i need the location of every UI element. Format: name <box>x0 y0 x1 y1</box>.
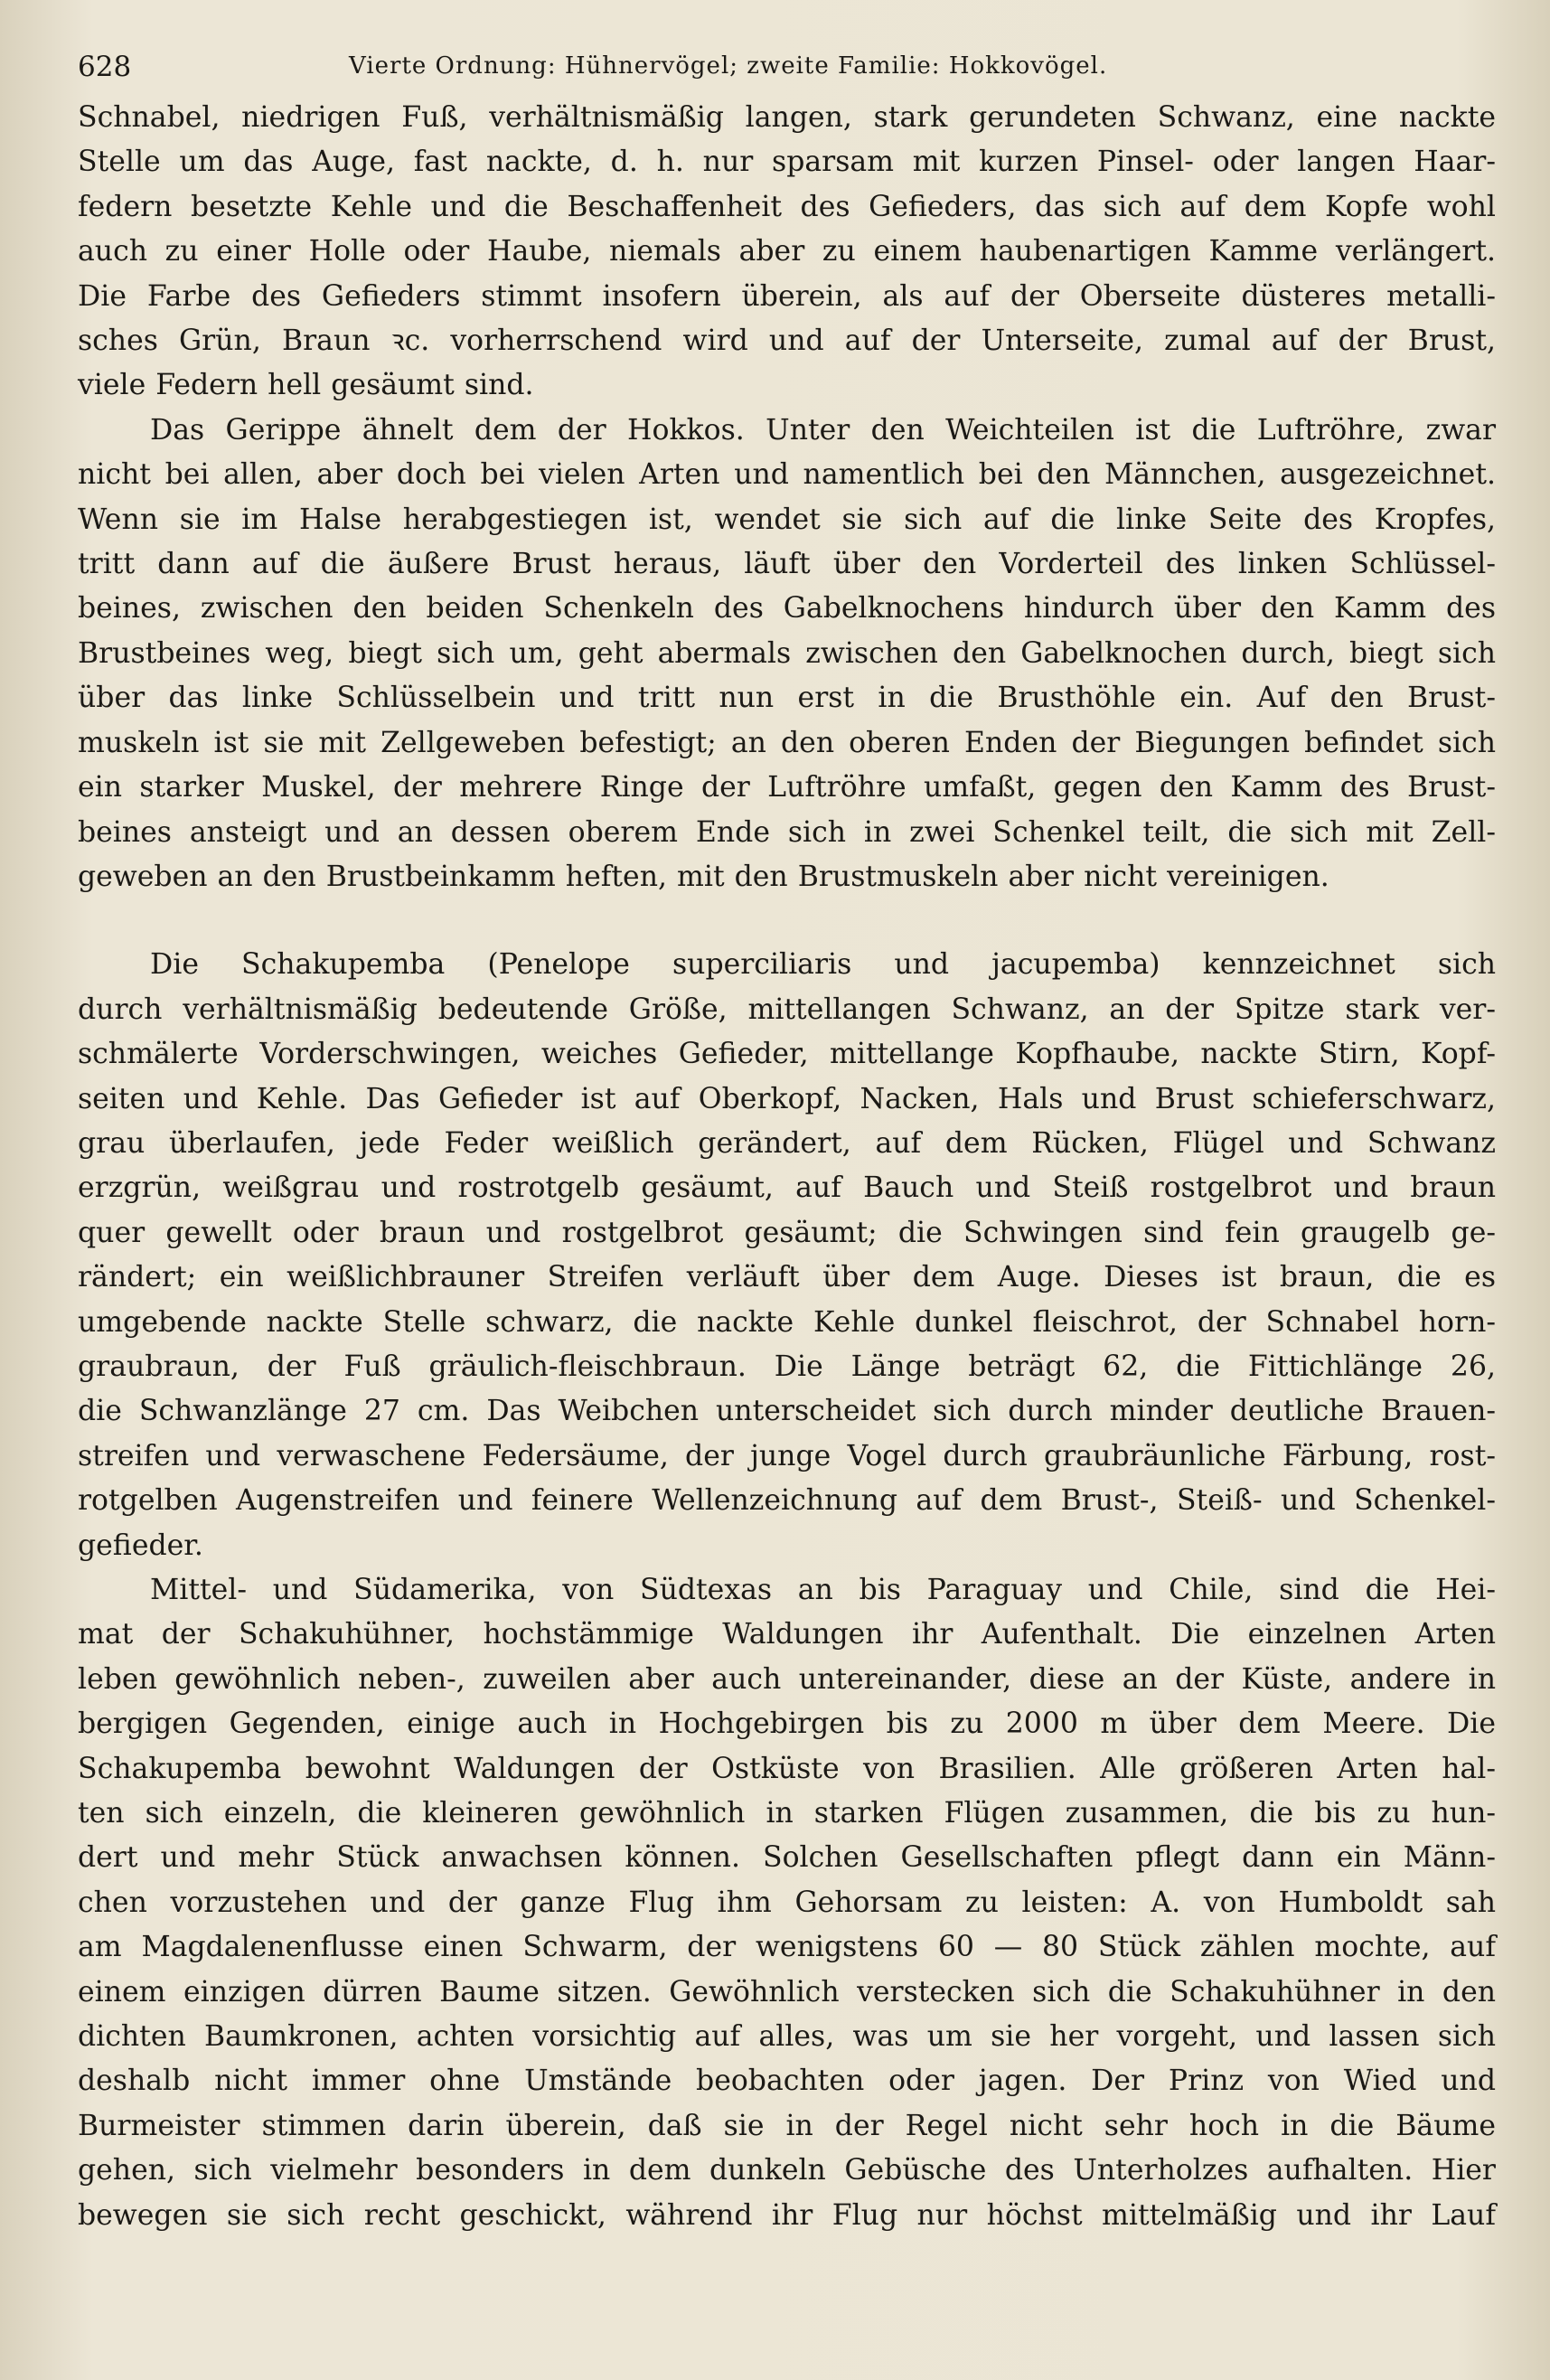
text-line: gehen, sich vielmehr besonders in dem dunkeln Gebüsche des Unterholzes aufhalten. Hier <box>78 2154 1496 2187</box>
text-line: gefieder. <box>78 1529 203 1562</box>
paragraph-2 <box>78 409 1496 899</box>
text-line: beines ansteigt und an dessen oberem Ende sich in zwei Schenkel teilt, die sich mit Zell- <box>78 815 1496 849</box>
text-line: geweben an den Brustbeinkamm heften, mit den Brustmuskeln aber nicht vereinigen. <box>78 860 1329 893</box>
text-line: graubraun, der Fuß gräulich-fleischbraun. Die Länge beträgt 62, die Fittichlänge 26, <box>78 1350 1496 1383</box>
text-line: Die Schakupemba (Penelope superciliaris und jacupemba) kennzeichnet sich <box>150 948 1496 982</box>
text-line: chen vorzustehen und der ganze Flug ihm Gehorsam zu leisten: A. von Humboldt sah <box>78 1886 1496 1919</box>
text-line: beines, zwischen den beiden Schenkeln des Gabelknochens hindurch über den Kamm des <box>78 592 1496 626</box>
text-line: die Schwanzlänge 27 cm. Das Weibchen unterscheidet sich durch minder deutliche Brauen- <box>78 1395 1496 1428</box>
text-line: auch zu einer Holle oder Haube, niemals aber zu einem haubenartigen Kamme verlängert. <box>78 235 1496 268</box>
paragraph-3 <box>78 943 1496 1568</box>
text-line: mat der Schakuhühner, hochstämmige Waldungen ihr Aufenthalt. Die einzelnen Arten <box>78 1618 1496 1651</box>
text-line: Das Gerippe ähnelt dem der Hokkos. Unter den Weichteilen ist die Luftröhre, zwar <box>150 413 1496 447</box>
text-line: am Magdalenenflusse einen Schwarm, der wenigstens 60 — 80 Stück zählen mochte, auf <box>78 1931 1496 1964</box>
text-line: Schnabel, niedrigen Fuß, verhältnismäßig langen, stark gerundeten Schwanz, eine nackte <box>78 101 1496 134</box>
text-line: federn besetzte Kehle und die Beschaffenheit des Gefieders, das sich auf dem Kopfe wohl <box>78 190 1496 223</box>
text-line: deshalb nicht immer ohne Umstände beobachten oder jagen. Der Prinz von Wied und <box>78 2065 1496 2098</box>
text-line: quer gewellt oder braun und rostgelbrot gesäumt; die Schwingen sind fein graugelb ge- <box>78 1216 1496 1249</box>
text-line: Schakupemba bewohnt Waldungen der Ostküste von Brasilien. Alle größeren Arten hal- <box>78 1752 1496 1785</box>
text-line: Brustbeines weg, biegt sich um, geht abermals zwischen den Gabelknochen durch, biegt sich <box>78 636 1496 670</box>
text-line: Stelle um das Auge, fast nackte, d. h. nur sparsam mit kurzen Pinsel- oder langen Haar- <box>78 146 1496 179</box>
section-gap <box>78 899 1496 943</box>
text-line: rändert; ein weißlichbrauner Streifen verläuft über dem Auge. Dieses ist braun, die es <box>78 1261 1496 1294</box>
text-line: nicht bei allen, aber doch bei vielen Arten und namentlich bei den Männchen, ausgezeichnet. <box>78 458 1496 492</box>
text-line: Burmeister stimmen darin überein, daß sie in der Regel nicht sehr hoch in die Bäume <box>78 2109 1496 2142</box>
text-line: grau überlaufen, jede Feder weißlich gerändert, auf dem Rücken, Flügel und Schwanz <box>78 1126 1496 1160</box>
text-line: ein starker Muskel, der mehrere Ringe der Luftröhre umfaßt, gegen den Kamm des Brust- <box>78 771 1496 804</box>
text-line: dert und mehr Stück anwachsen können. Solchen Gesellschaften pflegt dann ein Männ- <box>78 1841 1496 1875</box>
text-line: Mittel- und Südamerika, von Südtexas an bis Paraguay und Chile, sind die Hei- <box>150 1574 1496 1606</box>
text-line: viele Federn hell gesäumt sind. <box>78 369 534 402</box>
text-line: schmälerte Vorderschwingen, weiches Gefieder, mittellange Kopfhaube, nackte Stirn, Kopf- <box>78 1038 1496 1071</box>
text-line: tritt dann auf die äußere Brust heraus, läuft über den Vorderteil des linken Schlüssel- <box>78 548 1496 581</box>
text-line: streifen und verwaschene Federsäume, der junge Vogel durch graubräunliche Färbung, rost- <box>78 1439 1496 1472</box>
page-number: 628 <box>78 51 132 83</box>
text-line: über das linke Schlüsselbein und tritt nun erst in die Brusthöhle ein. Auf den Brust- <box>78 682 1496 715</box>
text-line: rotgelben Augenstreifen und feinere Wellenzeichnung auf dem Brust-, Steiß- und Schenkel- <box>78 1484 1496 1518</box>
paragraph-4 <box>78 1568 1496 2238</box>
text-line: durch verhältnismäßig bedeutende Größe, mittellangen Schwanz, an der Spitze stark ver- <box>78 992 1496 1026</box>
running-title: Vierte Ordnung: Hühnervögel; zweite Familie: Hokkovögel. <box>349 52 1108 80</box>
text-line: muskeln ist sie mit Zellgeweben befestigt; an den oberen Enden der Biegungen befindet sich <box>78 726 1496 759</box>
text-line: einem einzigen dürren Baume sitzen. Gewöhnlich verstecken sich die Schakuhühner in den <box>78 1975 1496 2008</box>
text-line: bergigen Gegenden, einige auch in Hochgebirgen bis zu 2000 m über dem Meere. Die <box>78 1707 1496 1741</box>
text-line: erzgrün, weißgrau und rostrotgelb gesäumt, auf Bauch und Steiß rostgelbrot und braun <box>78 1171 1496 1205</box>
text-line: ten sich einzeln, die kleineren gewöhnlich in starken Flügen zusammen, die bis zu hun- <box>78 1797 1496 1830</box>
paragraph-1 <box>78 96 1496 409</box>
text-line: dichten Baumkronen, achten vorsichtig auf alles, was um sie her vorgeht, und lassen sich <box>78 2020 1496 2054</box>
text-line: Die Farbe des Gefieders stimmt insofern überein, als auf der Oberseite düsteres metalli- <box>78 279 1496 313</box>
text-line: seiten und Kehle. Das Gefieder ist auf Oberkopf, Nacken, Hals und Brust schieferschwarz, <box>78 1082 1496 1115</box>
text-line: bewegen sie sich recht geschickt, während ihr Flug nur höchst mittelmäßig und ihr Lauf <box>78 2198 1496 2232</box>
text-line: leben gewöhnlich neben-, zuweilen aber auch untereinander, diese an der Küste, andere in <box>78 1662 1496 1696</box>
running-head <box>78 43 1496 96</box>
text-line: umgebende nackte Stelle schwarz, die nackte Kehle dunkel fleischrot, der Schnabel horn- <box>78 1305 1496 1339</box>
text-line: Wenn sie im Halse herabgestiegen ist, wendet sie sich auf die linke Seite des Kropfes, <box>78 503 1496 536</box>
text-line: sches Grün, Braun ꝛc. vorherrschend wird und auf der Unterseite, zumal auf der Brust, <box>78 325 1496 358</box>
